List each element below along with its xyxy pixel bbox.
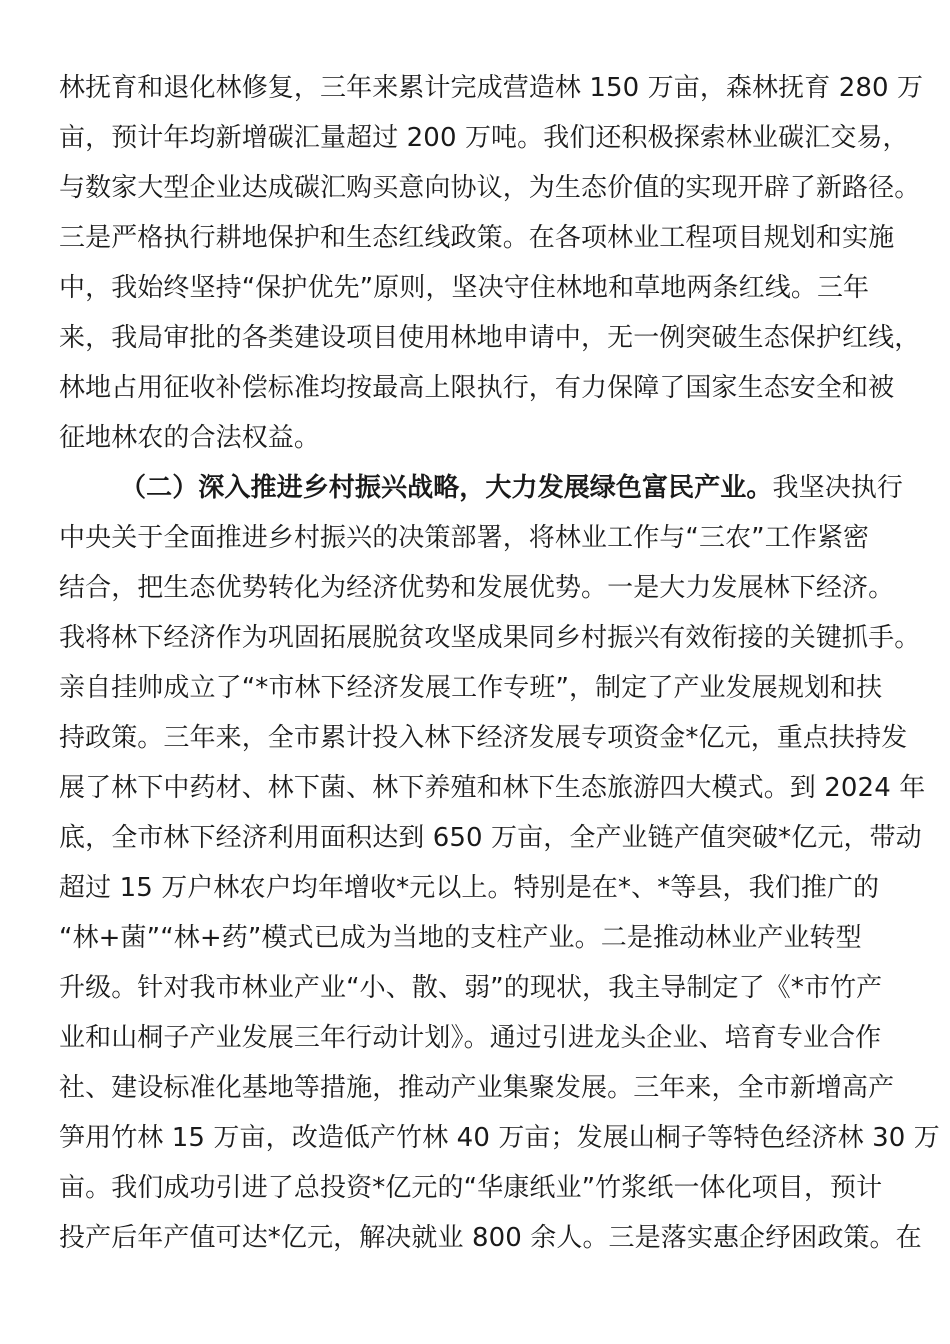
text-line: 投产后年产值可达*亿元，解决就业 800 余人。三是落实惠企纾困政策。在	[59, 1223, 922, 1253]
text-line: 中央关于全面推进乡村振兴的决策部署，将林业工作与“三农”工作紧密	[59, 523, 870, 553]
text-line: 升级。针对我市林业产业“小、散、弱”的现状，我主导制定了《*市竹产	[59, 973, 883, 1003]
text-line: 笋用竹林 15 万亩，改造低产竹林 40 万亩；发展山桐子等特色经济林 30 万	[59, 1123, 940, 1153]
section-lead: 我坚决执行	[772, 473, 904, 503]
text-line: 展了林下中药材、林下菌、林下养殖和林下生态旅游四大模式。到 2024 年	[59, 773, 926, 803]
text-line: 我将林下经济作为巩固拓展脱贫攻坚成果同乡村振兴有效衔接的关键抓手。	[59, 623, 921, 653]
text-line: 中，我始终坚持“保护优先”原则，坚决守住林地和草地两条红线。三年	[59, 273, 870, 303]
text-line: 底，全市林下经济利用面积达到 650 万亩，全产业链产值突破*亿元，带动	[59, 823, 922, 853]
text-line: 业和山桐子产业发展三年行动计划》。通过引进龙头企业、培育专业合作	[59, 1023, 882, 1053]
text-line: “林+菌”“林+药”模式已成为当地的支柱产业。二是推动林业产业转型	[59, 923, 862, 953]
text-line: 来，我局审批的各类建设项目使用林地申请中，无一例突破生态保护红线，	[59, 323, 921, 353]
text-line: 结合，把生态优势转化为经济优势和发展优势。一是大力发展林下经济。	[59, 573, 895, 603]
text-line: 亩。我们成功引进了总投资*亿元的“华康纸业”竹浆纸一体化项目，预计	[59, 1173, 883, 1203]
text-line: 林抚育和退化林修复，三年来累计完成营造林 150 万亩，森林抚育 280 万	[59, 73, 924, 103]
section-heading-line	[120, 472, 950, 504]
text-line: 社、建设标准化基地等措施，推动产业集聚发展。三年来，全市新增高产	[59, 1073, 895, 1103]
text-line: 超过 15 万户林农户均年增收*元以上。特别是在*、*等县，我们推广的	[59, 873, 880, 903]
text-line: 征地林农的合法权益。	[59, 423, 321, 453]
section-heading: （二）深入推进乡村振兴战略，大力发展绿色富民产业。	[120, 473, 773, 503]
text-line: 三是严格执行耕地保护和生态红线政策。在各项林业工程项目规划和实施	[59, 223, 895, 253]
text-line: 林地占用征收补偿标准均按最高上限执行，有力保障了国家生态安全和被	[59, 373, 895, 403]
text-line: 亲自挂帅成立了“*市林下经济发展工作专班”，制定了产业发展规划和扶	[59, 673, 883, 703]
text-line: 持政策。三年来，全市累计投入林下经济发展专项资金*亿元，重点扶持发	[59, 723, 908, 753]
text-line: 与数家大型企业达成碳汇购买意向协议，为生态价值的实现开辟了新路径。	[59, 173, 921, 203]
text-line: 亩，预计年均新增碳汇量超过 200 万吨。我们还积极探索林业碳汇交易，	[59, 123, 909, 153]
